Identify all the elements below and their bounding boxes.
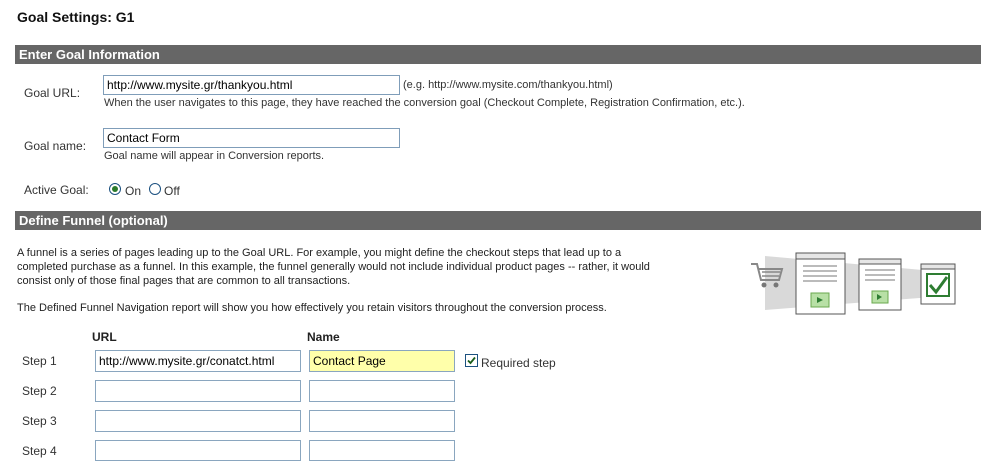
step-2-url-input[interactable] <box>95 380 301 402</box>
goal-name-input[interactable] <box>103 128 400 148</box>
step-3-url-input[interactable] <box>95 410 301 432</box>
step-1-label: Step 1 <box>22 354 57 368</box>
goal-name-label: Goal name: <box>24 139 87 153</box>
step-1-name-input[interactable] <box>309 350 455 372</box>
step-4-label: Step 4 <box>22 444 57 458</box>
goal-url-example: (e.g. http://www.mysite.com/thankyou.html) <box>403 79 613 91</box>
funnel-description-2: completed purchase as a funnel. In this example, the funnel generally would not include individual product pages -- rather, it would <box>17 261 650 273</box>
required-step-label[interactable]: Required step <box>481 356 556 370</box>
goal-url-label: Goal URL: <box>24 86 81 100</box>
page-title: Goal Settings: G1 <box>17 9 135 25</box>
checkmark-page-icon <box>921 264 955 304</box>
goal-info-header: Enter Goal Information <box>15 45 981 64</box>
goal-url-input[interactable] <box>103 75 400 95</box>
step-1-url-input[interactable] <box>95 350 301 372</box>
active-off-radio[interactable] <box>149 183 161 195</box>
funnel-header: Define Funnel (optional) <box>15 211 981 230</box>
active-on-radio[interactable] <box>109 183 121 195</box>
goal-name-help: Goal name will appear in Conversion reports. <box>104 150 325 162</box>
step-3-name-input[interactable] <box>309 410 455 432</box>
goal-url-help: When the user navigates to this page, they have reached the conversion goal (Checkout Complete, Registration Confirmation, etc.). <box>104 97 745 109</box>
funnel-report-note: The Defined Funnel Navigation report will show you how effectively you retain visitors throughout the conversion process. <box>17 302 607 314</box>
name-column-header: Name <box>307 330 340 344</box>
step-4-name-input[interactable] <box>309 440 455 461</box>
required-step-checkbox[interactable] <box>465 354 478 367</box>
url-column-header: URL <box>92 330 117 344</box>
step-4-url-input[interactable] <box>95 440 301 461</box>
page-icon <box>796 253 845 314</box>
active-goal-label: Active Goal: <box>24 183 89 197</box>
funnel-description-3: consist only of those final pages that are common to all transactions. <box>17 275 351 287</box>
step-3-label: Step 3 <box>22 414 57 428</box>
checkmark-icon <box>466 355 477 366</box>
active-on-label[interactable]: On <box>125 184 142 198</box>
funnel-illustration <box>745 250 960 318</box>
funnel-description-1: A funnel is a series of pages leading up to the Goal URL. For example, you might define the checkout steps that lead up to a <box>17 247 622 259</box>
page-icon <box>859 259 901 310</box>
step-2-label: Step 2 <box>22 384 57 398</box>
active-off-label[interactable]: Off <box>164 184 180 198</box>
step-2-name-input[interactable] <box>309 380 455 402</box>
